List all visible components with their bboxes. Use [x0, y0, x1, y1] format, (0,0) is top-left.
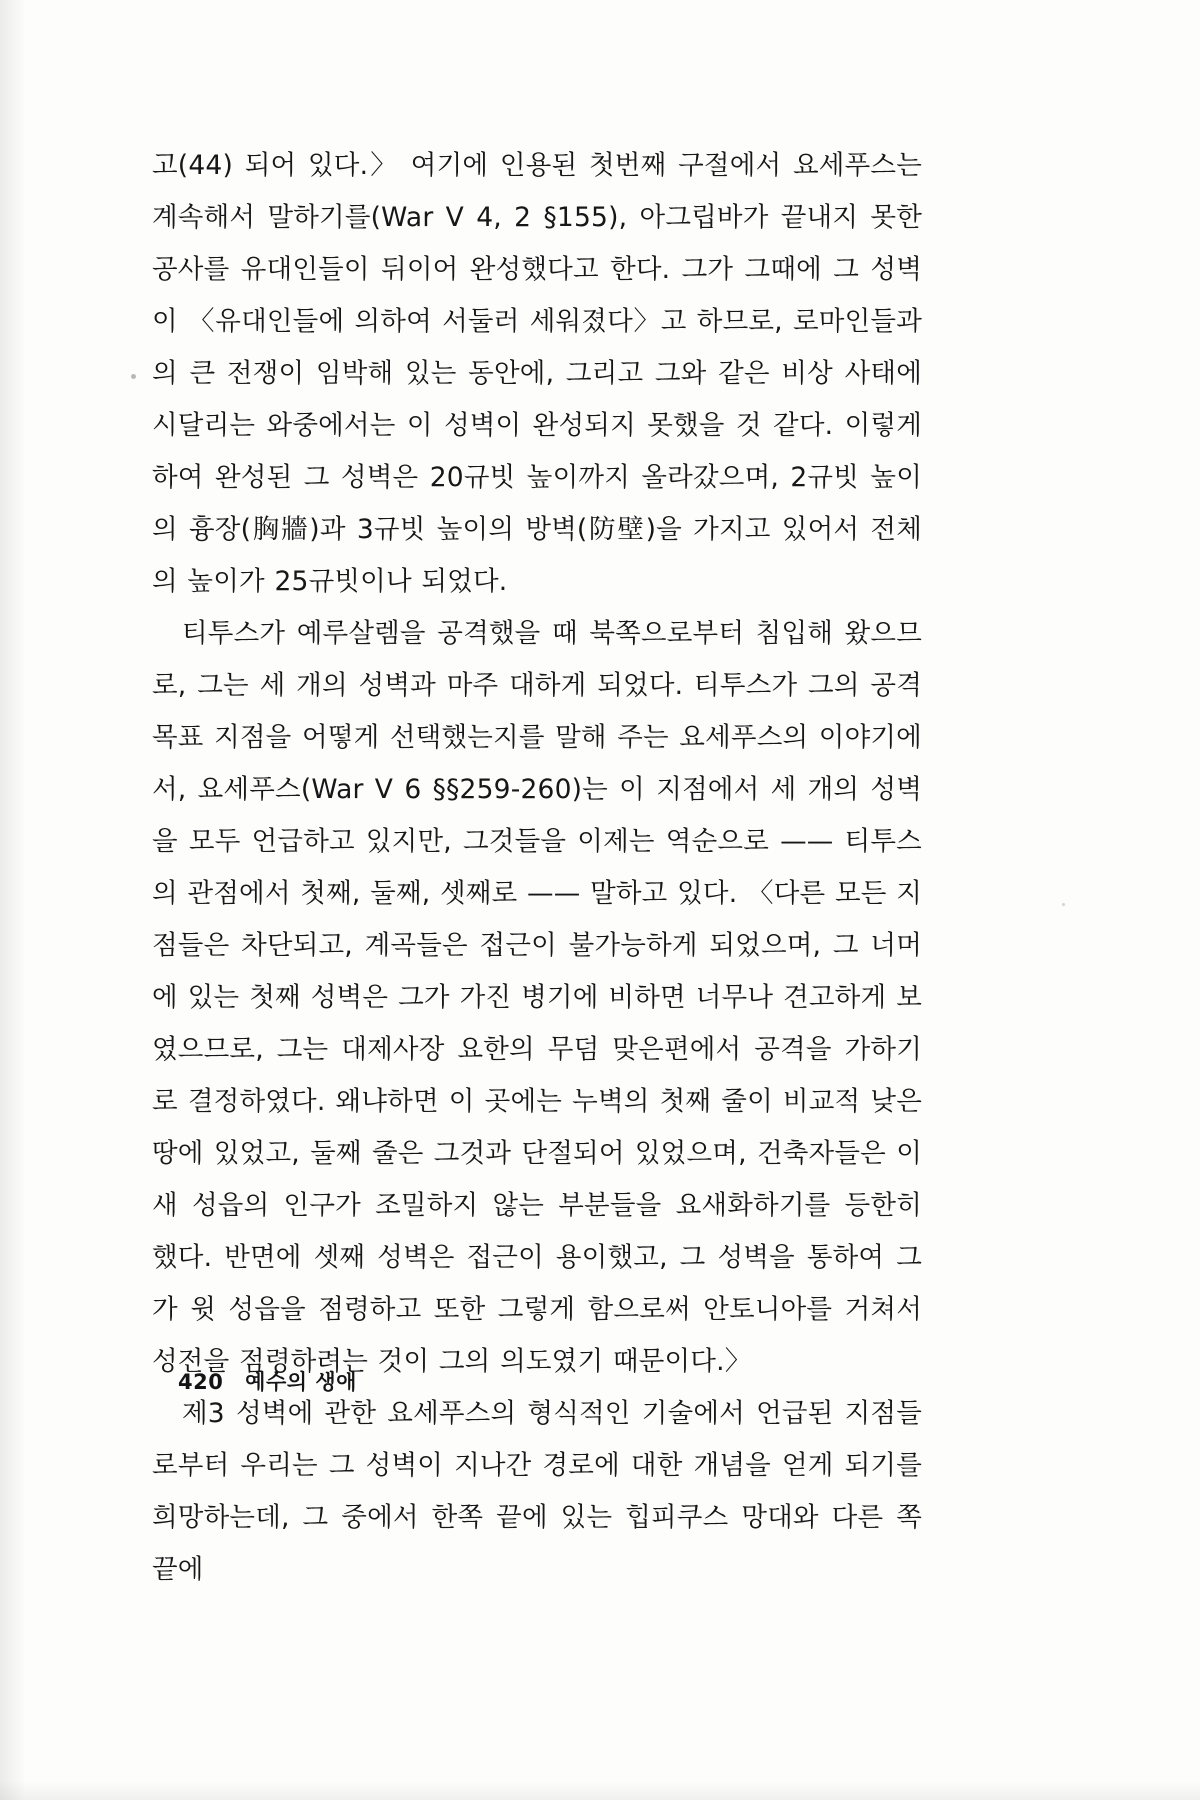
page-footer	[178, 1366, 357, 1396]
page-number: 420	[178, 1370, 224, 1394]
page-edge-shading-left	[0, 0, 26, 1800]
running-head-title: 예수의 생애	[245, 1370, 357, 1394]
body-paragraph: 고(44) 되어 있다.〉 여기에 인용된 첫번째 구절에서 요세푸스는 계속해서 말하기를(War V 4, 2 §155), 아그립바가 끝내지 못한 공사를 유대인들이 뒤이어 완성했다고 한다. 그가 그때에 그 성벽이 〈유대인들에 의하여 서둘러 세워졌다〉고 하므로, 로마인들과의 큰 전쟁이 임박해 있는 동안에, 그리고 그와 같은 비상 사태에 시달리는 와중에서는 이 성벽이 완성되지 못했을 것 같다. 이렇게 하여 완성된 그 성벽은 20규빗 높이까지 올라갔으며, 2규빗 높이의 흉장(胸牆)과 3규빗 높이의 방벽(防壁)을 가지고 있어서 전체의 높이가 25규빗이나 되었다.	[152, 150, 922, 597]
page-edge-shading-bottom	[0, 1780, 1200, 1800]
body-paragraph: 제3 성벽에 관한 요세푸스의 형식적인 기술에서 언급된 지점들로부터 우리는 그 성벽이 지나간 경로에 대한 개념을 얻게 되기를 희망하는데, 그 중에서 한쪽 끝에 있는 힙피쿠스 망대와 다른 쪽 끝에	[152, 1398, 922, 1585]
paper-speck	[131, 374, 136, 379]
body-paragraph: 티투스가 예루살렘을 공격했을 때 북쪽으로부터 침입해 왔으므로, 그는 세 개의 성벽과 마주 대하게 되었다. 티투스가 그의 공격 목표 지점을 어떻게 선택했는지를 말해 주는 요세푸스의 이야기에서, 요세푸스(War V 6 §§259-260)는 이 지점에서 세 개의 성벽을 모두 언급하고 있지만, 그것들을 이제는 역순으로 —— 티투스의 관점에서 첫째, 둘째, 셋째로 —— 말하고 있다. 〈다른 모든 지점들은 차단되고, 계곡들은 접근이 불가능하게 되었으며, 그 너머에 있는 첫째 성벽은 그가 가진 병기에 비하면 너무나 견고하게 보였으므로, 그는 대제사장 요한의 무덤 맞은편에서 공격을 가하기로 결정하였다. 왜냐하면 이 곳에는 누벽의 첫째 줄이 비교적 낮은 땅에 있었고, 둘째 줄은 그것과 단절되어 있었으며, 건축자들은 이 새 성읍의 인구가 조밀하지 않는 부분들을 요새화하기를 등한히 했다. 반면에 셋째 성벽은 접근이 용이했고, 그 성벽을 통하여 그가 윗 성읍을 점령하고 또한 그렇게 함으로써 안토니아를 거쳐서 성전을 점령하려는 것이 그의 의도였기 때문이다.〉	[152, 618, 922, 1377]
paper-speck	[1062, 903, 1065, 906]
